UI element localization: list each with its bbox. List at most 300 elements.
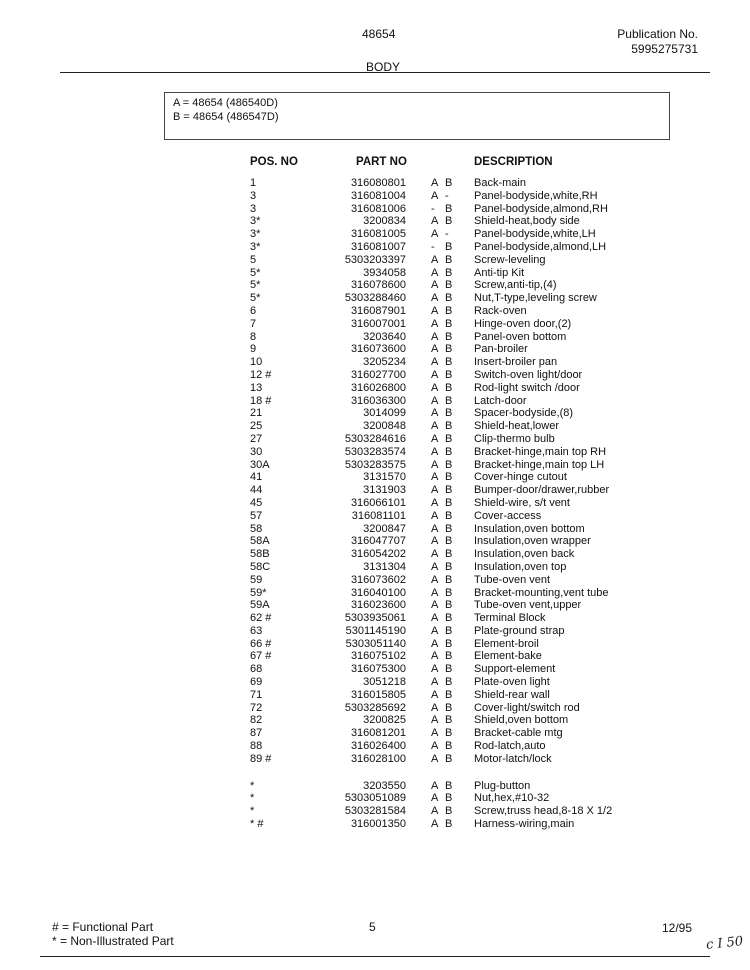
pos-no: 12 #: [250, 368, 272, 381]
model-a-flag: A: [431, 727, 439, 740]
parts-row: [0, 612, 750, 625]
pos-no: 21: [250, 407, 263, 420]
part-no: 316078600: [350, 279, 406, 292]
part-no: 5303284616: [344, 432, 406, 445]
model-b-flag: B: [445, 522, 453, 535]
model-b-flag: B: [445, 586, 453, 599]
parts-row: [0, 446, 750, 459]
part-no: 316028100: [350, 752, 406, 765]
part-no: 3131570: [363, 471, 406, 484]
parts-row: [0, 740, 750, 753]
header-rule: [60, 72, 710, 73]
description: Element-bake: [474, 650, 542, 663]
parts-row: [0, 780, 750, 793]
parts-row: [0, 523, 750, 536]
part-no: 3934058: [363, 266, 406, 279]
parts-row: [0, 676, 750, 689]
pos-no: 67 #: [250, 650, 272, 663]
model-b-flag: B: [445, 792, 453, 805]
model-a-flag: A: [431, 548, 439, 561]
description: Clip-thermo bulb: [474, 432, 555, 445]
parts-row: [0, 369, 750, 382]
pos-no: 30: [250, 445, 263, 458]
parts-row: [0, 420, 750, 433]
model-b-flag: B: [445, 240, 453, 253]
part-no: 5303285692: [344, 701, 406, 714]
pos-no: 6: [250, 304, 257, 317]
part-no: 316054202: [350, 548, 406, 561]
model-a-flag: A: [431, 676, 439, 689]
pos-no: 10: [250, 356, 263, 369]
column-header-part: PART NO: [356, 156, 407, 168]
description: Element-broil: [474, 637, 539, 650]
description: Tube-oven vent,upper: [474, 599, 582, 612]
pos-no: 71: [250, 688, 263, 701]
model-b-flag: B: [445, 394, 453, 407]
part-no: 3131903: [363, 484, 406, 497]
model-a-flag: A: [431, 292, 439, 305]
model-a-flag: A: [431, 471, 439, 484]
model-a-flag: A: [431, 779, 439, 792]
description: Insulation,oven top: [474, 560, 567, 573]
pos-no: *: [250, 792, 255, 805]
description: Shield-heat,body side: [474, 215, 580, 228]
pos-no: 1: [250, 177, 257, 189]
pos-no: 9: [250, 343, 257, 356]
model-b-flag: B: [445, 496, 453, 509]
pos-no: 69: [250, 676, 263, 689]
model-a-flag: A: [431, 407, 439, 420]
model-b-flag: B: [445, 509, 453, 522]
description: Rod-latch,auto: [474, 740, 546, 753]
pos-no: 59*: [250, 586, 267, 599]
model-b-flag: B: [445, 407, 453, 420]
parts-row: [0, 471, 750, 484]
model-b-flag: B: [445, 624, 453, 637]
part-no: 316073602: [350, 573, 406, 586]
part-no: 5301145190: [345, 624, 406, 637]
description: Cover-light/switch rod: [474, 701, 580, 714]
publication-label: Publication No.: [617, 27, 698, 41]
model-a-flag: A: [431, 304, 439, 317]
model-b-flag: B: [445, 343, 453, 356]
parts-row: [0, 625, 750, 638]
pos-no: 3: [250, 202, 257, 215]
pos-no: 59: [250, 573, 263, 586]
description: Shield-heat,lower: [474, 420, 559, 433]
functional-part-note: # = Functional Part: [52, 920, 154, 934]
pos-no: 5: [250, 253, 257, 266]
model-b-flag: B: [445, 650, 453, 663]
model-a-flag: A: [431, 599, 439, 612]
model-b-flag: B: [445, 740, 453, 753]
pos-no: 41: [250, 471, 263, 484]
model-b-flag: B: [445, 805, 453, 818]
part-no: 316073600: [350, 343, 406, 356]
description: Bracket-cable mtg: [474, 727, 563, 740]
parts-row: [0, 459, 750, 472]
model-a-flag: A: [431, 458, 439, 471]
description: Anti-tip Kit: [474, 266, 525, 279]
pos-no: *: [250, 805, 255, 818]
pos-no: 58C: [250, 560, 271, 573]
model-a-flag: A: [431, 752, 439, 765]
part-no: 316075300: [350, 663, 406, 676]
description: Cover-hinge cutout: [474, 471, 567, 484]
parts-row: [0, 818, 750, 831]
model-b-flag: B: [445, 458, 453, 471]
section-title: BODY: [366, 60, 401, 74]
model-b-flag: B: [445, 471, 453, 484]
model-b-flag: B: [445, 356, 453, 369]
pos-no: 62 #: [250, 612, 272, 625]
model-b-flag: B: [445, 445, 453, 458]
model-a-flag: A: [431, 356, 439, 369]
model-a-flag: -: [431, 202, 435, 215]
pos-no: 45: [250, 496, 263, 509]
model-b-flag: B: [445, 253, 453, 266]
pos-no: 88: [250, 740, 263, 753]
model-b-flag: -: [445, 228, 449, 241]
part-no: 316015805: [350, 688, 406, 701]
description: Back-main: [474, 177, 526, 189]
part-no: 3200847: [363, 522, 406, 535]
model-a-flag: A: [431, 215, 439, 228]
parts-row: [0, 356, 750, 369]
pos-no: 89 #: [250, 752, 272, 765]
model-a-flag: A: [431, 805, 439, 818]
pos-no: 8: [250, 330, 257, 343]
model-b-flag: B: [445, 548, 453, 561]
model-a-flag: A: [431, 586, 439, 599]
part-no: 316047707: [350, 535, 406, 548]
description: Motor-latch/lock: [474, 752, 552, 765]
description: Screw,truss head,8-18 X 1/2: [474, 805, 613, 818]
part-no: 3200848: [363, 420, 406, 433]
parts-row: [0, 663, 750, 676]
description: Plate-oven light: [474, 676, 550, 689]
model-b-flag: B: [445, 701, 453, 714]
parts-row: [0, 331, 750, 344]
part-no: 316007001: [350, 317, 406, 330]
part-no: 5303051140: [345, 637, 406, 650]
part-no: 316081101: [351, 509, 406, 522]
part-no: 3200834: [363, 215, 406, 228]
parts-row: [0, 318, 750, 331]
model-b-flag: B: [445, 535, 453, 548]
part-no: 316001350: [350, 818, 406, 831]
part-no: 3203550: [363, 779, 406, 792]
pos-no: 13: [250, 381, 263, 394]
model-a-flag: A: [431, 688, 439, 701]
description: Nut,T-type,leveling screw: [474, 292, 597, 305]
model-a-flag: A: [431, 266, 439, 279]
publication-number: 5995275731: [631, 42, 698, 56]
part-no: 5303051089: [344, 792, 406, 805]
parts-row: [0, 395, 750, 408]
model-a-flag: A: [431, 535, 439, 548]
pos-no: 3*: [250, 240, 261, 253]
description: Insert-broiler pan: [474, 356, 558, 369]
description: Cover-access: [474, 509, 542, 522]
parts-row: [0, 689, 750, 702]
parts-row: [0, 638, 750, 651]
parts-row: [0, 343, 750, 356]
description: Spacer-bodyside,(8): [474, 407, 574, 420]
description: Insulation,oven wrapper: [474, 535, 591, 548]
description: Switch-oven light/door: [474, 368, 583, 381]
part-no: 316066101: [350, 496, 406, 509]
parts-row: [0, 587, 750, 600]
parts-row: [0, 805, 750, 818]
part-no: 316080801: [350, 177, 406, 189]
model-a-flag: A: [431, 330, 439, 343]
description: Support-element: [474, 663, 556, 676]
model-a-flag: A: [431, 394, 439, 407]
parts-row: [0, 548, 750, 561]
model-a-flag: A: [431, 228, 439, 241]
parts-row: [0, 535, 750, 548]
model-b-flag: B: [445, 432, 453, 445]
handwritten-mark: c I 50: [705, 934, 744, 953]
pos-no: 3: [250, 189, 257, 202]
model-a-flag: A: [431, 189, 439, 202]
model-b-flag: B: [445, 612, 453, 625]
parts-row: [0, 484, 750, 497]
model-b-flag: B: [445, 202, 453, 215]
model-b-flag: B: [445, 317, 453, 330]
model-a-flag: A: [431, 612, 439, 625]
legend-line-b: B = 48654 (486547D): [173, 111, 279, 123]
parts-row: [0, 702, 750, 715]
model-a-flag: A: [431, 381, 439, 394]
part-no: 5303283575: [344, 458, 406, 471]
model-b-flag: B: [445, 752, 453, 765]
model-b-flag: B: [445, 688, 453, 701]
model-a-flag: A: [431, 279, 439, 292]
model-a-flag: A: [431, 420, 439, 433]
pos-no: 58: [250, 522, 263, 535]
model-b-flag: B: [445, 484, 453, 497]
description: Panel-bodyside,white,LH: [474, 228, 596, 241]
part-no: 3051218: [363, 676, 406, 689]
pos-no: 3*: [250, 228, 261, 241]
parts-row: [0, 497, 750, 510]
legend-line-a: A = 48654 (486540D): [173, 97, 278, 109]
pos-no: 59A: [250, 599, 270, 612]
parts-row: [0, 382, 750, 395]
part-no: 3200825: [363, 714, 406, 727]
model-a-flag: A: [431, 650, 439, 663]
description: Plug-button: [474, 779, 531, 792]
description: Hinge-oven door,(2): [474, 317, 572, 330]
model-a-flag: A: [431, 663, 439, 676]
pos-no: 58A: [250, 535, 270, 548]
part-no: 316081005: [350, 228, 406, 241]
part-no: 5303203397: [344, 253, 406, 266]
part-no: 3203640: [363, 330, 406, 343]
parts-row: [0, 433, 750, 446]
model-b-flag: B: [445, 599, 453, 612]
description: Terminal Block: [474, 612, 546, 625]
description: Screw-leveling: [474, 253, 546, 266]
model-b-flag: B: [445, 215, 453, 228]
model-b-flag: B: [445, 676, 453, 689]
model-number: 48654: [362, 27, 396, 41]
model-a-flag: A: [431, 177, 439, 189]
model-b-flag: B: [445, 266, 453, 279]
part-no: 3131304: [363, 560, 406, 573]
part-no: 3205234: [363, 356, 406, 369]
description: Pan-broiler: [474, 343, 528, 356]
model-a-flag: A: [431, 432, 439, 445]
part-no: 5303283574: [344, 445, 406, 458]
part-no: 316026800: [350, 381, 406, 394]
parts-row: [0, 714, 750, 727]
parts-row: [0, 407, 750, 420]
model-b-flag: B: [445, 714, 453, 727]
model-b-flag: B: [445, 292, 453, 305]
pos-no: 5*: [250, 292, 261, 305]
description: Harness-wiring,main: [474, 818, 575, 831]
pos-no: 27: [250, 432, 263, 445]
description: Latch-door: [474, 394, 527, 407]
model-b-flag: B: [445, 637, 453, 650]
description: Screw,anti-tip,(4): [474, 279, 557, 292]
pos-no: 63: [250, 624, 263, 637]
part-no: 316081004: [350, 189, 406, 202]
part-no: 316081201: [350, 727, 406, 740]
part-no: 3014099: [363, 407, 406, 420]
model-b-flag: B: [445, 560, 453, 573]
part-no: 5303288460: [344, 292, 406, 305]
part-no: 316081006: [350, 202, 406, 215]
parts-row: [0, 215, 750, 228]
description: Shield-rear wall: [474, 688, 550, 701]
model-a-flag: A: [431, 509, 439, 522]
model-a-flag: -: [431, 240, 435, 253]
parts-row: [0, 753, 750, 766]
pos-no: 30A: [250, 458, 270, 471]
parts-row: [0, 599, 750, 612]
parts-row: [0, 292, 750, 305]
model-a-flag: A: [431, 253, 439, 266]
model-b-flag: B: [445, 304, 453, 317]
part-no: 316036300: [350, 394, 406, 407]
description: Rack-oven: [474, 304, 527, 317]
model-b-flag: B: [445, 779, 453, 792]
description: Shield,oven bottom: [474, 714, 569, 727]
model-b-flag: B: [445, 727, 453, 740]
pos-no: 58B: [250, 548, 270, 561]
description: Bracket-hinge,main top LH: [474, 458, 605, 471]
model-a-flag: A: [431, 792, 439, 805]
page-number: 5: [369, 920, 376, 934]
model-b-flag: -: [445, 189, 449, 202]
part-no: 316027700: [350, 368, 406, 381]
model-b-flag: B: [445, 420, 453, 433]
parts-row: [0, 228, 750, 241]
model-a-flag: A: [431, 818, 439, 831]
model-a-flag: A: [431, 701, 439, 714]
description: Panel-bodyside,almond,LH: [474, 240, 607, 253]
part-no: 5303935061: [344, 612, 406, 625]
model-a-flag: A: [431, 317, 439, 330]
pos-no: 72: [250, 701, 263, 714]
model-a-flag: A: [431, 740, 439, 753]
description: Panel-bodyside,almond,RH: [474, 202, 608, 215]
parts-row: [0, 190, 750, 203]
model-a-flag: A: [431, 560, 439, 573]
part-no: 316040100: [350, 586, 406, 599]
column-header-description: DESCRIPTION: [474, 156, 553, 168]
description: Tube-oven vent: [474, 573, 551, 586]
parts-row: [0, 510, 750, 523]
pos-no: 57: [250, 509, 263, 522]
model-b-flag: B: [445, 279, 453, 292]
description: Plate-ground strap: [474, 624, 565, 637]
model-a-flag: A: [431, 343, 439, 356]
model-b-flag: B: [445, 663, 453, 676]
parts-row: [0, 267, 750, 280]
part-no: 316075102: [350, 650, 406, 663]
part-no: 316023600: [350, 599, 406, 612]
pos-no: 44: [250, 484, 263, 497]
pos-no: 18 #: [250, 394, 272, 407]
column-header-pos: POS. NO: [250, 156, 298, 168]
model-b-flag: B: [445, 330, 453, 343]
parts-row: [0, 650, 750, 663]
part-no: 316026400: [350, 740, 406, 753]
footer-rule: [40, 956, 710, 957]
model-a-flag: A: [431, 484, 439, 497]
revision-date: 12/95: [662, 921, 693, 935]
model-a-flag: A: [431, 637, 439, 650]
model-a-flag: A: [431, 573, 439, 586]
parts-row: [0, 254, 750, 267]
model-a-flag: A: [431, 624, 439, 637]
model-b-flag: B: [445, 177, 453, 189]
pos-no: 82: [250, 714, 263, 727]
parts-row: [0, 177, 750, 190]
part-no: 316081007: [350, 240, 406, 253]
pos-no: 5*: [250, 279, 261, 292]
part-no: 316087901: [350, 304, 406, 317]
parts-list: [0, 177, 750, 831]
pos-no: *: [250, 779, 255, 792]
pos-no: * #: [250, 818, 264, 831]
parts-row: [0, 574, 750, 587]
description: Bracket-mounting,vent tube: [474, 586, 609, 599]
model-a-flag: A: [431, 522, 439, 535]
parts-row: [0, 279, 750, 292]
part-no: 5303281584: [344, 805, 406, 818]
description: Panel-bodyside,white,RH: [474, 189, 598, 202]
description: Bumper-door/drawer,rubber: [474, 484, 610, 497]
description: Rod-light switch /door: [474, 381, 580, 394]
model-a-flag: A: [431, 496, 439, 509]
pos-no: 87: [250, 727, 263, 740]
parts-row: [0, 792, 750, 805]
pos-no: 25: [250, 420, 263, 433]
description: Insulation,oven back: [474, 548, 575, 561]
model-a-flag: A: [431, 368, 439, 381]
parts-row: [0, 203, 750, 216]
pos-no: 5*: [250, 266, 261, 279]
parts-row: [0, 561, 750, 574]
parts-row: [0, 305, 750, 318]
description: Nut,hex,#10-32: [474, 792, 550, 805]
